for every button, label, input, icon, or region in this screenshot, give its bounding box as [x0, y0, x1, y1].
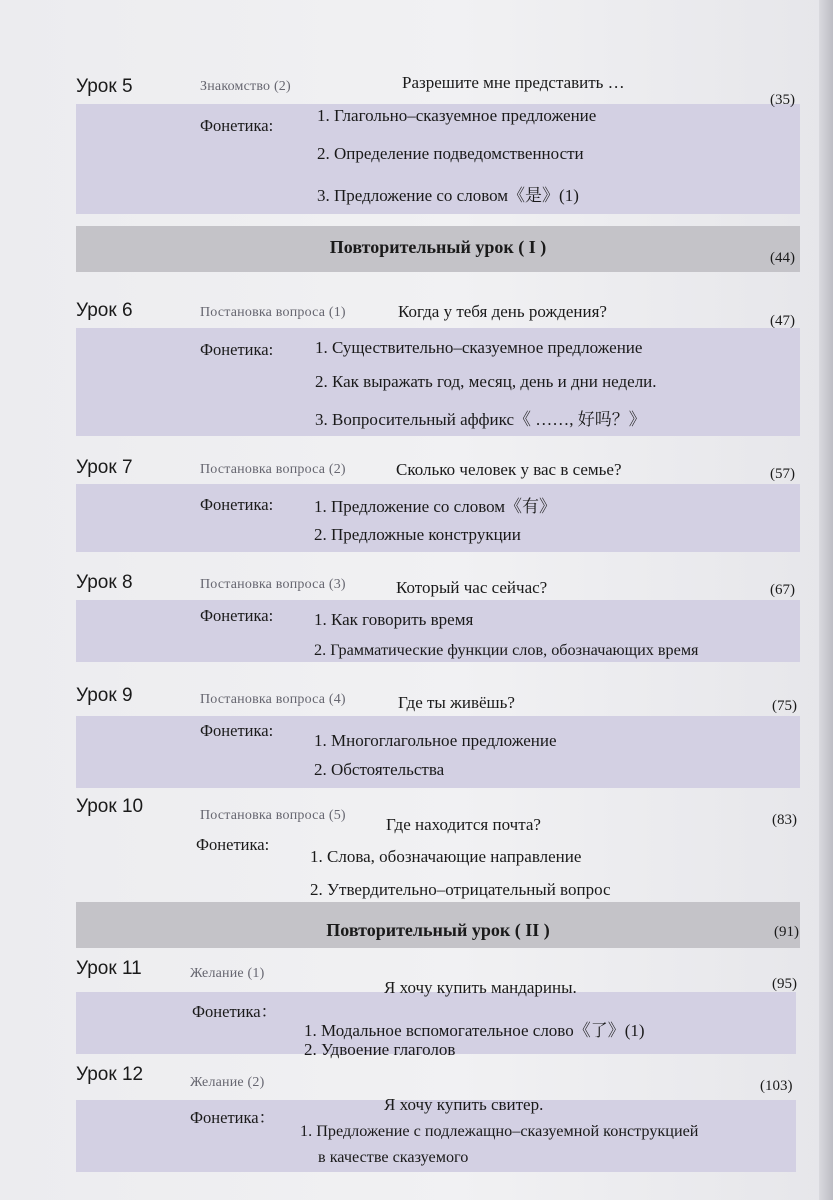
review-2-page: (91) — [774, 924, 799, 940]
lesson-9-title: Где ты живёшь? — [398, 693, 515, 712]
lesson-7-label: Урок 7 — [76, 457, 133, 478]
lesson-11-item-2: 2. Удвоение глаголов — [304, 1040, 456, 1059]
lesson-6-title: Когда у тебя день рождения? — [398, 302, 607, 321]
lesson-9-label: Урок 9 — [76, 685, 133, 706]
review-2-title: Повторительный урок ( II ) — [326, 920, 550, 940]
lesson-5-topic: Знакомство (2) — [200, 79, 291, 94]
lesson-12-title: Я хочу купить свитер. — [384, 1095, 544, 1114]
lesson-9-item-1: 1. Многоглагольное предложение — [314, 731, 557, 750]
lesson-12-item-1: 1. Предложение с подлежащно–сказуемной конструкцией — [300, 1122, 699, 1140]
lesson-6-item-2: 2. Как выражать год, месяц, день и дни недели. — [315, 372, 657, 391]
lesson-8-phonetics-label: Фонетика: — [200, 606, 274, 625]
lesson-8-item-2: 2. Грамматические функции слов, обозначающих время — [314, 641, 699, 659]
lesson-10-topic: Постановка вопроса (5) — [200, 808, 346, 823]
lesson-11-phonetics-label: Фонетика： — [192, 1002, 278, 1021]
lesson-9-item-2: 2. Обстоятельства — [314, 760, 445, 779]
lesson-9-phonetics-label: Фонетика: — [200, 721, 274, 740]
lesson-12-phonetics-label: Фонетика： — [190, 1108, 276, 1127]
lesson-7-phonetics-label: Фонетика: — [200, 495, 274, 514]
lesson-12-topic: Желание (2) — [190, 1075, 265, 1090]
lesson-8-topic: Постановка вопроса (3) — [200, 577, 346, 592]
lesson-11-title: Я хочу купить мандарины. — [384, 978, 577, 997]
lesson-5-phonetics-label: Фонетика: — [200, 116, 274, 135]
lesson-6-page: (47) — [770, 313, 795, 329]
lesson-10-label: Урок 10 — [76, 796, 144, 817]
lesson-11-label: Урок 11 — [76, 958, 142, 979]
lesson-6-label: Урок 6 — [76, 300, 133, 321]
lesson-11-topic: Желание (1) — [190, 966, 265, 981]
lesson-5-item-2: 2. Определение подведомственности — [317, 144, 584, 163]
lesson-11-page: (95) — [772, 976, 797, 992]
lesson-6-topic: Постановка вопроса (1) — [200, 305, 346, 320]
lesson-12-label: Урок 12 — [76, 1064, 144, 1085]
lesson-11-item-1: 1. Модальное вспомогательное слово《了》(1) — [304, 1021, 645, 1040]
lesson-12-item-2: в качестве сказуемого — [318, 1148, 469, 1166]
lesson-8-label: Урок 8 — [76, 572, 133, 593]
lesson-5-page: (35) — [770, 92, 795, 108]
lesson-10-phonetics-label: Фонетика: — [196, 835, 270, 854]
lesson-5-item-1: 1. Глагольно–сказуемное предложение — [317, 106, 597, 125]
lesson-5-title: Разрешите мне представить … — [402, 73, 625, 92]
lesson-7-topic: Постановка вопроса (2) — [200, 462, 346, 477]
lesson-9-topic: Постановка вопроса (4) — [200, 692, 346, 707]
review-1-page: (44) — [770, 250, 795, 266]
lesson-7-page: (57) — [770, 466, 795, 482]
book-spine-shadow — [819, 0, 833, 1200]
lesson-6-item-1: 1. Существительно–сказуемное предложение — [315, 338, 643, 357]
lesson-12-page: (103) — [760, 1078, 793, 1094]
lesson-5-label: Урок 5 — [76, 76, 133, 97]
lesson-5-item-3: 3. Предложение со словом《是》(1) — [317, 186, 579, 205]
lesson-7-item-1: 1. Предложение со словом《有》 — [314, 497, 557, 516]
lesson-10-item-1: 1. Слова, обозначающие направление — [310, 847, 582, 866]
lesson-9-page: (75) — [772, 698, 797, 714]
lesson-6-phonetics-label: Фонетика: — [200, 340, 274, 359]
lesson-7-item-2: 2. Предложные конструкции — [314, 525, 521, 544]
review-1-title: Повторительный урок ( I ) — [329, 237, 547, 257]
lesson-8-page: (67) — [770, 582, 795, 598]
lesson-10-item-2: 2. Утвердительно–отрицательный вопрос — [310, 880, 611, 899]
lesson-8-title: Который час сейчас? — [396, 578, 548, 597]
lesson-6-item-3: 3. Вопросительный аффикс《 ……, 好吗？》 — [315, 410, 646, 429]
lesson-10-page: (83) — [772, 812, 797, 828]
lesson-8-item-1: 1. Как говорить время — [314, 610, 474, 629]
lesson-10-title: Где находится почта? — [386, 815, 541, 834]
lesson-7-title: Сколько человек у вас в семье? — [396, 460, 622, 479]
